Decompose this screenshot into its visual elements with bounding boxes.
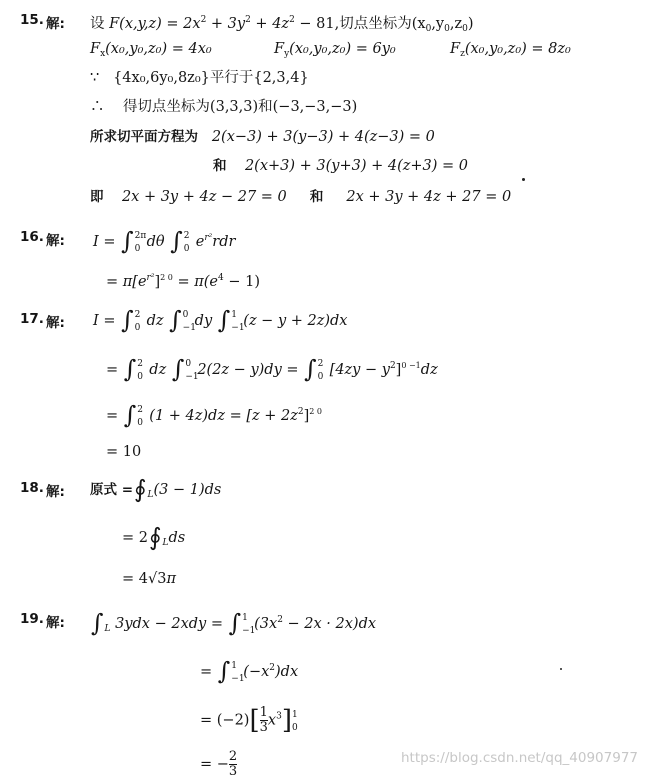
p19-l3-upper: 1 xyxy=(291,709,298,720)
p16-int1-upper: 2π xyxy=(134,231,147,241)
p16-int2-lower: 0 xyxy=(183,244,190,254)
p17-l2-int3-upper: 2 xyxy=(317,359,324,369)
p15-point-label: ,切点坐标为(x xyxy=(334,16,426,32)
p19-l2-int-lower: −1 xyxy=(231,674,245,684)
p17-l2-power: 2 xyxy=(389,361,396,371)
p17-l1-int1-upper: 2 xyxy=(134,310,141,320)
p19-l3-den: 3 xyxy=(259,720,268,735)
p19-l2-eq: = xyxy=(200,664,213,680)
p17-l3-limits: 2 0 xyxy=(309,407,323,416)
contour-integral-sign: ∮ xyxy=(148,523,162,551)
p18-line-2 xyxy=(122,523,186,552)
integral-sign: ∫ xyxy=(217,657,231,685)
p15-plane-line-1 xyxy=(90,128,435,146)
p19-l1-c: − 2x · 2x)dx xyxy=(282,616,377,632)
p17-l2-bracket: [4zy − y xyxy=(329,362,390,378)
p15-func: F(x,y,z) = 2x xyxy=(109,16,201,32)
p15-because-line xyxy=(90,69,309,87)
p17-l2-int3-lower: 0 xyxy=(317,372,324,382)
p16-line-1 xyxy=(93,227,236,255)
integral-sign: ∫ xyxy=(170,227,183,255)
p19-line-4 xyxy=(200,750,237,779)
p15-fz-value: (x₀,y₀,z₀) = 8z₀ xyxy=(464,41,571,57)
p17-l3-int-lower: 0 xyxy=(137,418,144,428)
problem-number-18: 18. xyxy=(20,480,44,496)
p17-l2-limits: 0 −1 xyxy=(401,361,421,370)
p18-original: 原式 = xyxy=(90,482,134,498)
p16-exp: e xyxy=(195,234,205,250)
p19-l3-num: 1 xyxy=(259,705,268,720)
contour-integral-sign: ∮ xyxy=(134,475,147,503)
p15-line-1: 设 $F(x,y,z) = 2x^2 + 3y^2 + 4z^2 - 81$,切点坐标为$(x_0,y_0,z_0)$ xyxy=(90,15,474,34)
p15-fx: F xyxy=(90,41,101,57)
p18-l1-path: L xyxy=(147,490,154,500)
p15-final-eq-2: 2x + 3y + 4z + 27 = 0 xyxy=(346,189,512,205)
p16-step2-limits: 2 0 xyxy=(160,273,173,282)
p15-plane-label: 所求切平面方程为 xyxy=(90,129,198,145)
p17-I: I = xyxy=(93,313,116,329)
p15-she: 设 xyxy=(90,16,105,32)
problem-number-17: 17. xyxy=(20,311,44,327)
p18-line-3 xyxy=(122,570,176,588)
p16-exp-power: r² xyxy=(204,233,213,243)
p19-l2-dx: )dx xyxy=(275,664,299,680)
p17-line-2 xyxy=(106,355,438,383)
p16-dtheta: dθ xyxy=(146,234,165,250)
p16-step2-power: r² xyxy=(146,273,155,283)
p15-final-line xyxy=(90,188,511,206)
p19-l4-a: = − xyxy=(200,756,229,773)
integral-sign: ∫ xyxy=(123,355,137,383)
p17-l3-body: (1 + 4z)dz = [z + 2z xyxy=(149,408,298,424)
p17-l3-eq: = xyxy=(106,408,119,424)
p15-term-z: + 4z xyxy=(250,16,290,32)
p15-point-z: ,z xyxy=(449,16,463,32)
p19-l1-int-upper: 1 xyxy=(242,613,248,623)
p19-result-num: 2 xyxy=(228,749,238,764)
p15-term-y: + 3y xyxy=(206,16,246,32)
p19-l3-x: x xyxy=(267,712,277,729)
p18-line-1 xyxy=(90,475,222,504)
p15-and-2: 和 xyxy=(309,189,324,205)
p17-l1-dz: dz xyxy=(146,313,164,329)
p17-l1-int3-upper: 1 xyxy=(231,310,238,320)
p19-line-3 xyxy=(200,706,304,735)
p15-parallel-statement: {4x₀,6y₀,8z₀}平行于{2,3,4} xyxy=(113,70,309,86)
p17-l1-int2-upper: 0 xyxy=(182,310,189,320)
p18-sqrt3: √3 xyxy=(147,571,167,587)
because-symbol: ∵ xyxy=(90,70,100,86)
p19-l2-int-upper: 1 xyxy=(231,661,238,671)
p19-l1-int-lower: −1 xyxy=(242,626,256,636)
scan-dot xyxy=(522,178,525,181)
p15-and-1: 和 xyxy=(213,158,227,174)
p17-l1-body: (z − y + 2z)dx xyxy=(243,313,348,329)
p19-l3-power: 3 xyxy=(276,711,282,722)
integral-sign: ∫ xyxy=(304,355,317,383)
p19-l2-body: (−x xyxy=(243,664,270,680)
p16-step2-power2: 4 xyxy=(218,273,224,283)
scan-dot xyxy=(560,668,562,670)
p15-partial-z xyxy=(450,40,571,63)
p19-l2-power: 2 xyxy=(269,663,275,673)
p18-l3-a: = 4 xyxy=(122,571,148,587)
p18-l2-path: L xyxy=(162,538,169,548)
p17-l2-dz2: dz xyxy=(420,362,438,378)
p15-fy-sub: y xyxy=(284,49,290,59)
p15-plane-eq-1: 2(x−3) + 3(y−3) + 4(z−3) = 0 xyxy=(211,129,435,145)
p17-l3-power: 2 xyxy=(297,407,304,417)
integral-sign: ∫ xyxy=(169,306,182,334)
integral-sign: ∫ xyxy=(121,227,134,255)
p15-fx-sub: x xyxy=(100,49,106,59)
p15-fy: F xyxy=(274,41,285,57)
left-bracket: [ xyxy=(249,705,260,736)
p15-fz: F xyxy=(450,41,461,57)
solution-label-18: 解: xyxy=(46,484,65,500)
p16-step2-a: = π[e xyxy=(106,274,147,290)
p15-plane-eq-2: 2(x+3) + 3(y+3) + 4(z+3) = 0 xyxy=(244,158,469,174)
p15-partial-y xyxy=(274,40,396,63)
p18-l2-a: = 2 xyxy=(122,530,148,546)
p16-I: I = xyxy=(93,234,116,250)
p17-l2-bracket-end: ] xyxy=(395,362,402,378)
p15-fx-value: (x₀,y₀,z₀) = 4x₀ xyxy=(105,41,212,57)
problem-number-19: 19. xyxy=(20,611,44,627)
p19-line-1 xyxy=(90,611,376,638)
p15-partials xyxy=(90,40,212,63)
integral-sign: ∫ xyxy=(228,609,242,637)
right-bracket: ] xyxy=(281,705,292,736)
p17-result: = 10 xyxy=(106,444,142,460)
p19-l1-b: (3x xyxy=(254,616,278,632)
p16-step2-c: = π(e xyxy=(172,274,218,290)
solution-label-17: 解: xyxy=(46,315,65,331)
p16-line-2 xyxy=(106,269,260,291)
p19-l3-lower: 0 xyxy=(291,722,298,733)
p17-l2-int1-lower: 0 xyxy=(137,372,144,382)
p16-int2-upper: 2 xyxy=(183,231,190,241)
p16-int1-lower: 0 xyxy=(134,244,141,254)
p19-l3-fraction xyxy=(260,706,268,735)
p17-line-3 xyxy=(106,401,323,429)
p15-final-eq-1: 2x + 3y + 4z − 27 = 0 xyxy=(121,189,287,205)
therefore-symbol: ∴ xyxy=(90,99,105,115)
p16-rdr: rdr xyxy=(212,234,236,250)
p19-result-den: 3 xyxy=(228,764,238,779)
integral-sign: ∫ xyxy=(91,609,104,637)
solution-label-15: 解: xyxy=(46,16,65,32)
solution-label-19: 解: xyxy=(46,615,65,631)
p17-l2-body: 2(2z − y)dy = xyxy=(197,362,299,378)
p17-line-1 xyxy=(93,306,348,334)
p15-fz-sub: z xyxy=(460,49,465,59)
p17-l1-int3-lower: −1 xyxy=(231,323,245,333)
p15-therefore-line xyxy=(90,98,357,116)
integral-sign: ∫ xyxy=(171,355,185,383)
p17-l2-int2-lower: −1 xyxy=(185,372,199,382)
p17-l2-int1-upper: 2 xyxy=(137,359,144,369)
p15-ji: 即 xyxy=(90,189,104,205)
p15-point-close: ) xyxy=(467,16,474,32)
p19-line-2 xyxy=(200,657,299,685)
p15-point-y: ,y xyxy=(431,16,445,32)
p15-const: − 81 xyxy=(294,16,335,32)
p17-line-4 xyxy=(106,443,141,461)
p17-l2-dz: dz xyxy=(149,362,167,378)
p18-pi: π xyxy=(166,571,176,587)
integral-sign: ∫ xyxy=(123,401,137,429)
p15-tangent-points: 得切点坐标为(3,3,3)和(−3,−3,−3) xyxy=(122,99,358,115)
p16-step2-bracket: ] xyxy=(154,274,161,290)
solution-label-16: 解: xyxy=(46,233,65,249)
integral-sign: ∫ xyxy=(217,306,231,334)
p17-l1-int1-lower: 0 xyxy=(134,323,141,333)
p17-l3-bracket-end: ] xyxy=(303,408,310,424)
watermark: https://blog.csdn.net/qq_40907977 xyxy=(400,750,638,766)
p15-fy-value: (x₀,y₀,z₀) = 6y₀ xyxy=(289,41,396,57)
integral-sign: ∫ xyxy=(121,306,134,334)
problem-number-16: 16. xyxy=(20,229,44,245)
p17-l3-int-upper: 2 xyxy=(137,405,144,415)
p18-l2-ds: ds xyxy=(168,530,186,546)
problem-number-15: 15. xyxy=(20,12,44,28)
p19-l1-power: 2 xyxy=(277,615,283,625)
p17-l2-eq: = xyxy=(106,362,119,378)
p17-l1-int2-lower: −1 xyxy=(182,323,196,333)
p18-l1-body: (3 − 1)ds xyxy=(153,482,222,498)
p19-result-fraction xyxy=(229,750,237,779)
p17-l1-dy: dy xyxy=(194,313,213,329)
p15-plane-line-2 xyxy=(213,157,468,175)
p16-step2-d: − 1) xyxy=(223,274,260,290)
p19-l3-a: = (−2) xyxy=(200,712,250,729)
p19-path: L xyxy=(104,624,111,634)
p19-l1-a: 3ydx − 2xdy = xyxy=(115,616,223,632)
p17-l2-int2-upper: 0 xyxy=(185,359,192,369)
